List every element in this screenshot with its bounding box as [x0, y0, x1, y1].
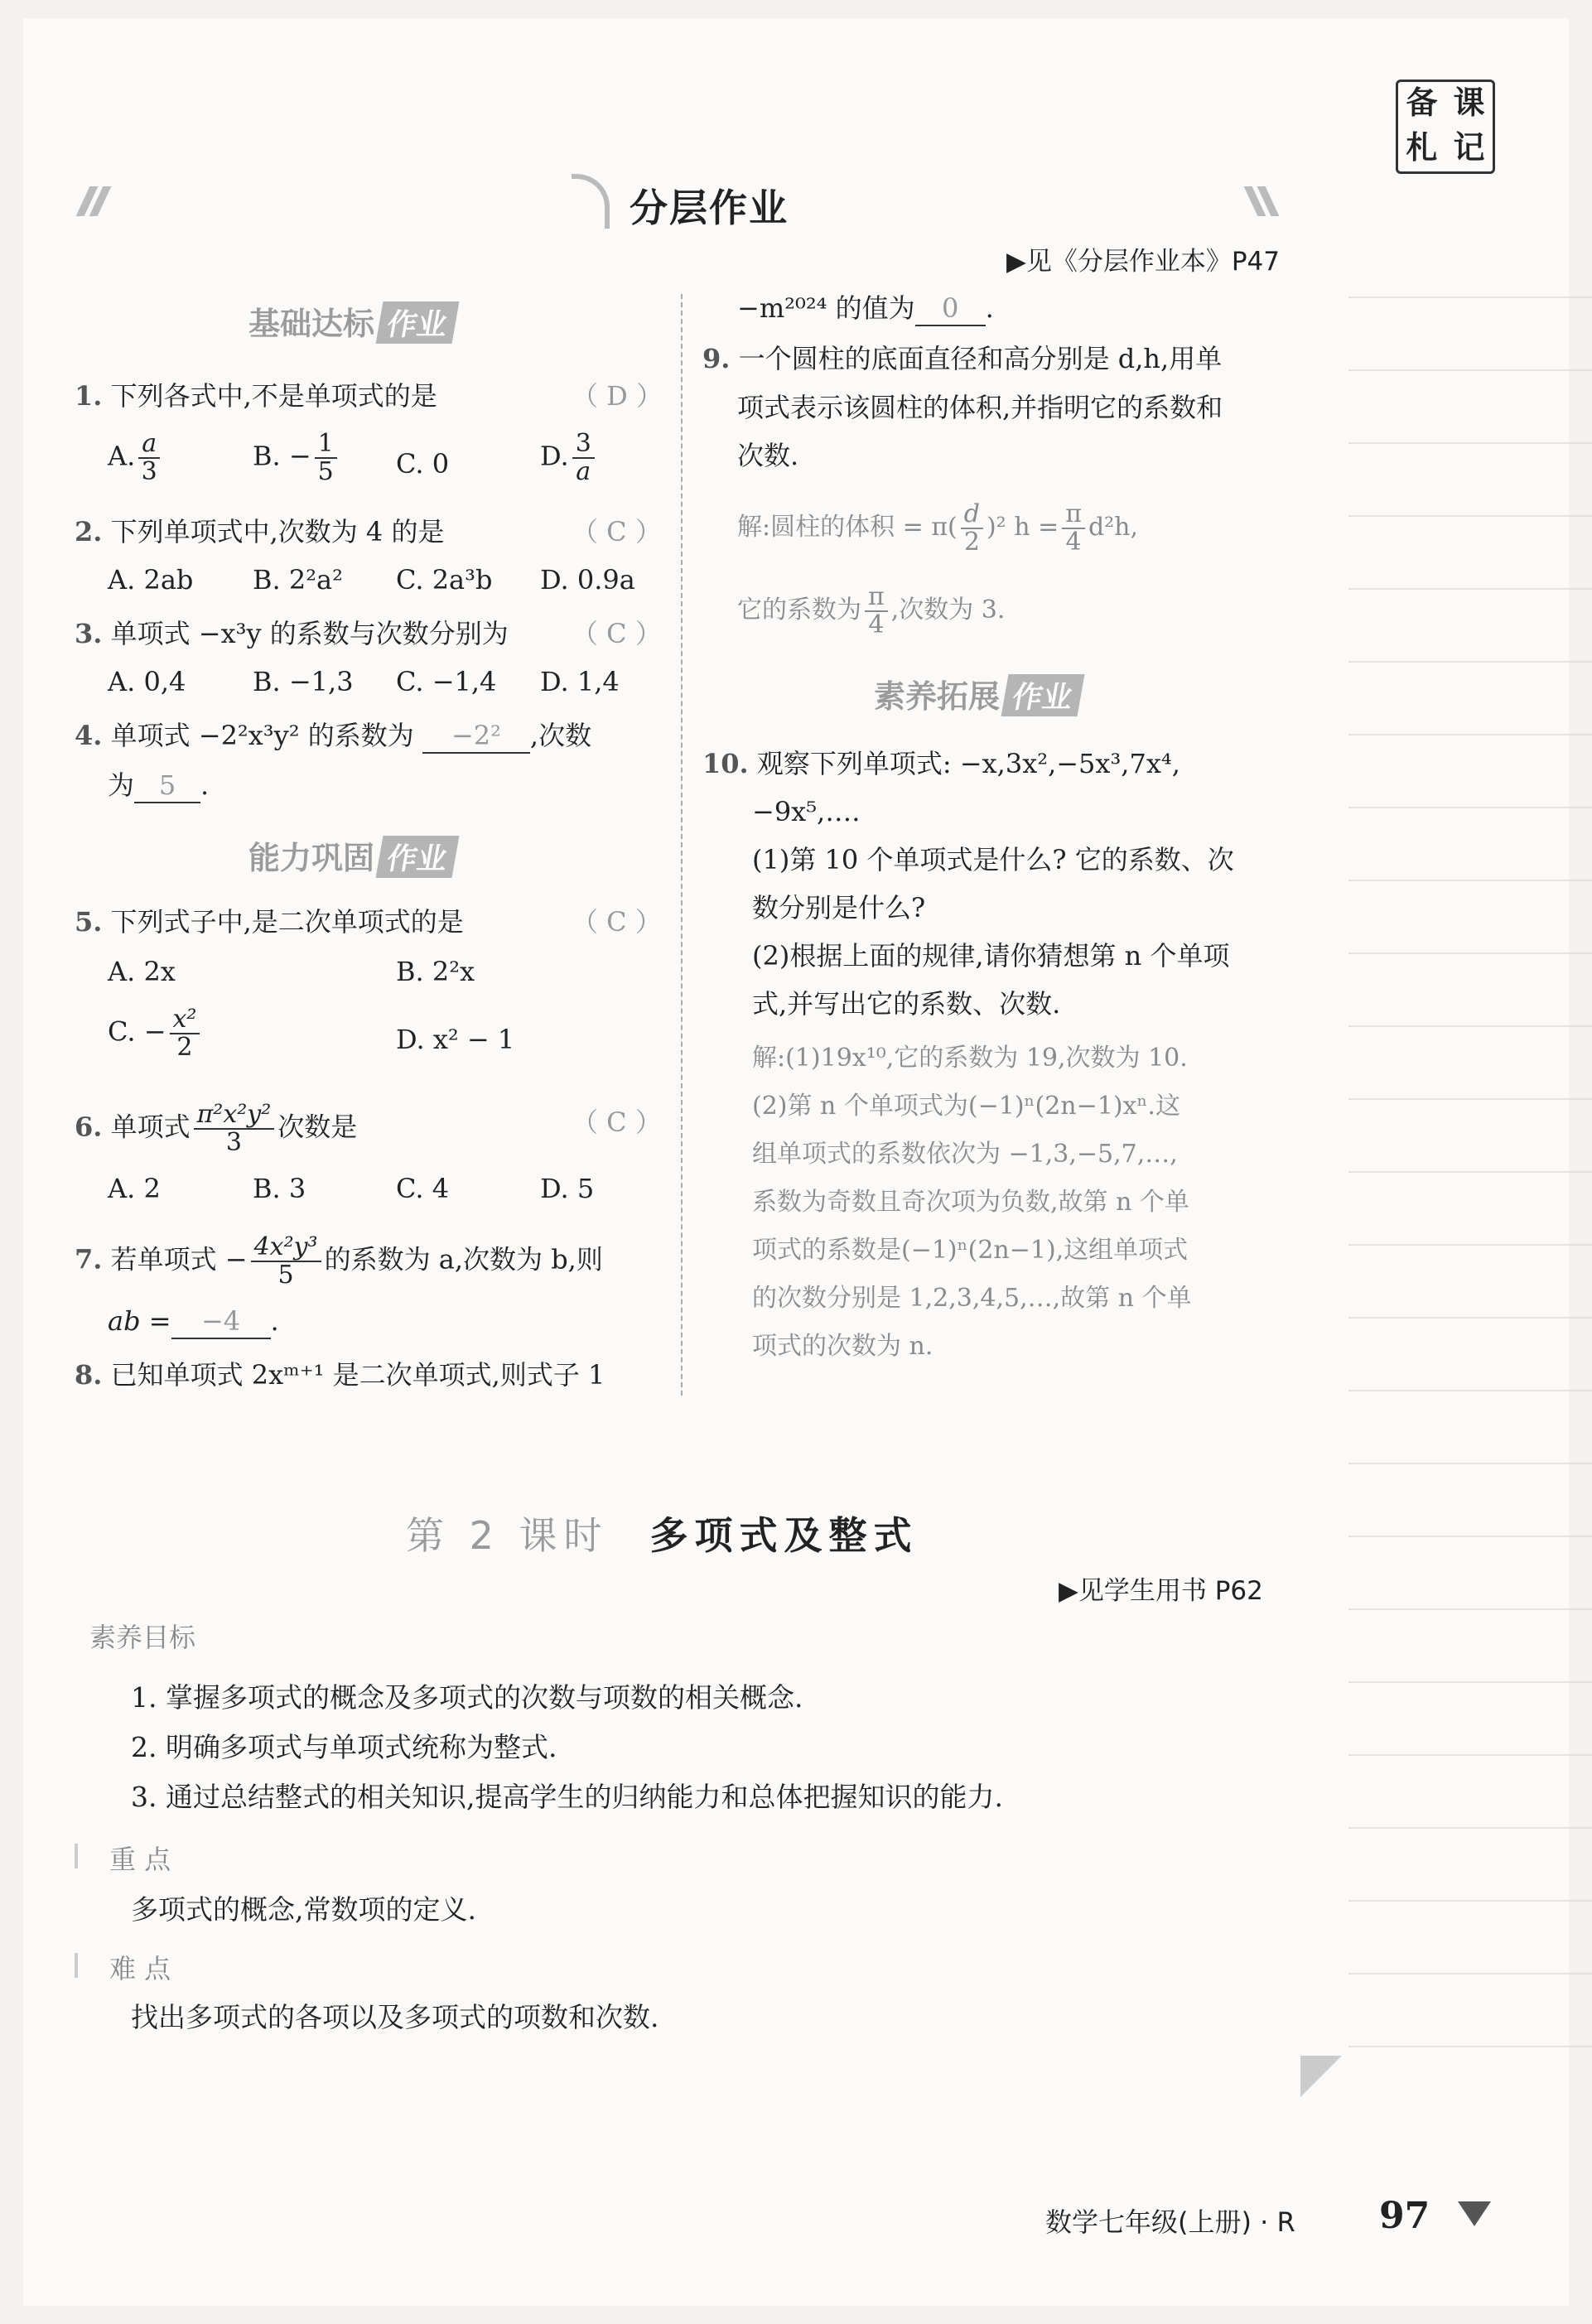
question-stem: 的系数为 a,次数为 b,则 — [324, 1243, 603, 1275]
answer-choice: （ C ） — [572, 516, 662, 547]
difficulty-text: 找出多项式的各项以及多项式的项数和次数. — [131, 2001, 659, 2033]
note-lines — [1348, 225, 1592, 2081]
option-a: A. 2x — [108, 956, 176, 987]
question-number: 1. — [75, 380, 103, 412]
stamp-char: 札 — [1406, 129, 1438, 166]
question-4 — [75, 719, 591, 754]
question-8-cont — [737, 292, 994, 326]
goal-item: 2. 明确多项式与单项式统称为整式. — [131, 1731, 557, 1763]
label-marker — [75, 1844, 78, 1868]
fraction-denominator: 5 — [277, 1261, 294, 1290]
fraction — [138, 431, 160, 485]
fraction-denominator: 2 — [963, 528, 980, 557]
question-stem: 下列式子中,是二次单项式的是 — [110, 906, 464, 938]
answer-blank: −2² — [422, 719, 530, 754]
answer-blank: 5 — [134, 769, 200, 803]
answer-choice: （ D ） — [572, 380, 663, 412]
answer-choice: （ C ） — [572, 1107, 662, 1138]
stamp-char: 课 — [1453, 84, 1485, 121]
question-2 — [75, 515, 444, 548]
workbook-reference: ▶见《分层作业本》P47 — [1006, 247, 1280, 277]
solution-line — [737, 584, 1005, 639]
fraction — [315, 431, 337, 485]
solution-line: 组单项式的系数依次为 −1,3,−5,7,…, — [752, 1140, 1178, 1169]
fraction-numerator: π — [865, 584, 888, 612]
option-c: C. 4 — [396, 1173, 450, 1204]
option-label: A. — [108, 440, 136, 472]
question-10 — [702, 747, 1180, 780]
option-d: D. 1,4 — [540, 666, 620, 697]
solution-line: 解:(1)19x¹⁰,它的系数为 19,次数为 10. — [752, 1044, 1188, 1073]
key-point-text: 多项式的概念,常数项的定义. — [131, 1893, 476, 1926]
fraction — [194, 1102, 275, 1156]
fraction — [251, 1234, 321, 1289]
option-c: C. −1,4 — [396, 666, 497, 697]
option-label: C. − — [108, 1015, 166, 1048]
answer-choice: （ C ） — [572, 906, 662, 938]
goal-item: 1. 掌握多项式的概念及多项式的次数与项数的相关概念. — [131, 1681, 803, 1714]
question-number: 5. — [75, 906, 103, 938]
stamp-char: 记 — [1453, 129, 1485, 166]
student-book-reference: ▶见学生用书 P62 — [1059, 1576, 1263, 1606]
goal-item: 3. 通过总结整式的相关知识,提高学生的归纳能力和总体把握知识的能力. — [131, 1781, 1003, 1813]
option-label: D. — [540, 440, 569, 472]
solution-line: (2)第 n 个单项式为(−1)ⁿ(2n−1)xⁿ.这 — [752, 1092, 1180, 1121]
option-label: B. − — [253, 440, 311, 472]
solution-text: )² h = — [986, 513, 1059, 542]
fraction-numerator: π — [1062, 501, 1085, 529]
option-a: A. 0,4 — [108, 666, 186, 697]
solution-line: 项式的系数是(−1)ⁿ(2n−1),这组单项式 — [752, 1236, 1189, 1265]
fraction-numerator: 3 — [572, 431, 595, 459]
question-stem: 次数. — [737, 440, 799, 471]
question-6 — [75, 1102, 357, 1156]
question-stem: (1)第 10 个单项式是什么? 它的系数、次 — [752, 844, 1234, 875]
option-d: D. x² − 1 — [396, 1024, 515, 1055]
question-stem: 次数是 — [277, 1111, 358, 1143]
solution-line: 系数为奇数且奇次项为负数,故第 n 个单 — [752, 1188, 1189, 1217]
difficulty-label: 难 点 — [109, 1953, 171, 1984]
question-number: 6. — [75, 1111, 103, 1143]
stamp-char: 备 — [1406, 84, 1438, 121]
arrow-icon — [1458, 2201, 1491, 2226]
question-stem: 单项式 −2²x³y² 的系数为 — [110, 720, 414, 751]
solution-text: 解:圆柱的体积 = π( — [737, 513, 958, 542]
option-b: B. 2²x — [396, 956, 475, 987]
section-extend — [874, 671, 1081, 716]
section-extend-label: 素养拓展 — [874, 678, 1001, 715]
question-number: 2. — [75, 516, 103, 547]
section-consolidate — [248, 832, 456, 878]
fraction-denominator: 4 — [868, 610, 885, 639]
question-stem: 若单项式 − — [110, 1243, 248, 1275]
homework-tag: 作业 — [376, 301, 460, 344]
option-c: C. 0 — [396, 448, 450, 480]
question-8 — [75, 1358, 605, 1391]
answer-blank: 0 — [915, 292, 986, 326]
solution-text: 它的系数为 — [737, 595, 861, 624]
question-number: 3. — [75, 618, 103, 649]
solution-line: 的次数分别是 1,2,3,4,5,…,故第 n 个单 — [752, 1284, 1192, 1313]
question-9 — [702, 342, 1222, 375]
option-d: D. 5 — [540, 1173, 595, 1204]
question-number: 4. — [75, 720, 103, 751]
section-basic — [248, 298, 456, 344]
question-5 — [75, 905, 464, 938]
fraction — [170, 1006, 200, 1061]
question-stem: (2)根据上面的规律,请你猜想第 n 个单项 — [752, 940, 1230, 972]
question-stem: 数分别是什么? — [752, 892, 926, 923]
key-point-label: 重 点 — [109, 1844, 171, 1875]
lesson-name: 多项式及整式 — [649, 1513, 919, 1558]
homework-tag: 作业 — [1001, 674, 1085, 716]
question-7 — [75, 1234, 603, 1289]
section-basic-label: 基础达标 — [248, 306, 375, 342]
option-b: B. 2²a² — [253, 564, 343, 595]
question-stem: −9x⁵,…. — [752, 796, 861, 827]
option-a: A. 2 — [108, 1173, 161, 1204]
question-number: 8. — [75, 1359, 103, 1391]
solution-line: 项式的次数为 n. — [752, 1332, 933, 1361]
solution-text: ,次数为 3. — [890, 595, 1006, 624]
question-3 — [75, 617, 509, 650]
option-d: D. 0.9a — [540, 564, 635, 595]
lesson-number: 第 2 课时 — [406, 1513, 609, 1558]
question-stem: ab = — [108, 1305, 171, 1337]
fraction — [961, 501, 983, 556]
fraction-numerator: 1 — [315, 431, 337, 459]
option-d — [540, 431, 598, 485]
question-stem: 观察下列单项式: −x,3x²,−5x³,7x⁴, — [756, 748, 1180, 779]
fraction-denominator: 4 — [1065, 528, 1082, 557]
question-number: 9. — [702, 343, 731, 374]
question-stem: 已知单项式 2xᵐ⁺¹ 是二次单项式,则式子 1 — [110, 1359, 605, 1391]
question-stem: 项式表示该圆柱的体积,并指明它的系数和 — [737, 392, 1223, 423]
column-divider — [681, 294, 683, 1396]
question-stem: 单项式 −x³y 的系数与次数分别为 — [110, 618, 509, 649]
fraction-numerator: x² — [170, 1006, 200, 1034]
fraction-numerator: d — [961, 501, 983, 529]
question-stem: −m²⁰²⁴ 的值为 — [737, 292, 915, 324]
question-stem: 为 — [108, 769, 135, 801]
question-stem: 式,并写出它的系数、次数. — [752, 988, 1061, 1020]
fraction — [865, 584, 888, 639]
answer-blank: −4 — [171, 1304, 271, 1339]
footer-book-title: 数学七年级(上册) · R — [1045, 2206, 1295, 2238]
fraction-numerator: a — [138, 431, 160, 459]
section-header-title: 分层作业 — [630, 186, 789, 230]
question-stem: 单项式 — [110, 1111, 191, 1143]
fraction-numerator: π²x²y² — [194, 1102, 275, 1130]
lesson-title — [406, 1506, 919, 1560]
option-c — [108, 1006, 203, 1061]
homework-tag: 作业 — [376, 836, 460, 878]
answer-choice: （ C ） — [572, 618, 662, 649]
fraction-denominator: 3 — [225, 1128, 242, 1157]
fraction-denominator: a — [576, 457, 591, 486]
question-number: 10. — [702, 748, 749, 779]
option-a: A. 2ab — [108, 564, 194, 595]
notes-stamp — [1396, 80, 1495, 174]
fraction-numerator: 4x²y³ — [251, 1234, 321, 1262]
fraction-denominator: 5 — [317, 457, 334, 486]
option-c: C. 2a³b — [396, 564, 493, 595]
option-b: B. 3 — [253, 1173, 306, 1204]
question-stem: 下列单项式中,次数为 4 的是 — [110, 516, 445, 547]
option-b: B. −1,3 — [253, 666, 354, 697]
option-a — [108, 431, 163, 485]
question-number: 7. — [75, 1243, 103, 1275]
fraction-denominator: 2 — [176, 1033, 193, 1062]
goals-label: 素养目标 — [89, 1622, 196, 1653]
fraction — [572, 431, 595, 485]
question-stem: ,次数 — [529, 720, 592, 751]
section-consolidate-label: 能力巩固 — [248, 840, 375, 876]
page-corner-decoration — [1300, 2056, 1342, 2097]
question-stem: 一个圆柱的底面直径和高分别是 d,h,用单 — [738, 343, 1223, 374]
question-stem: . — [200, 769, 210, 801]
solution-text: d²h, — [1088, 513, 1139, 542]
question-stem: . — [985, 292, 994, 324]
page-number: 97 — [1379, 2195, 1430, 2237]
question-stem: . — [270, 1305, 279, 1337]
solution-line — [737, 501, 1138, 556]
question-7-cont — [108, 1304, 279, 1339]
fraction-denominator: 3 — [141, 457, 157, 486]
label-marker — [75, 1953, 78, 1978]
question-4-cont — [108, 769, 209, 803]
question-1 — [75, 379, 437, 412]
option-b — [253, 431, 340, 485]
fraction — [1062, 501, 1085, 556]
question-stem: 下列各式中,不是单项式的是 — [110, 380, 437, 412]
